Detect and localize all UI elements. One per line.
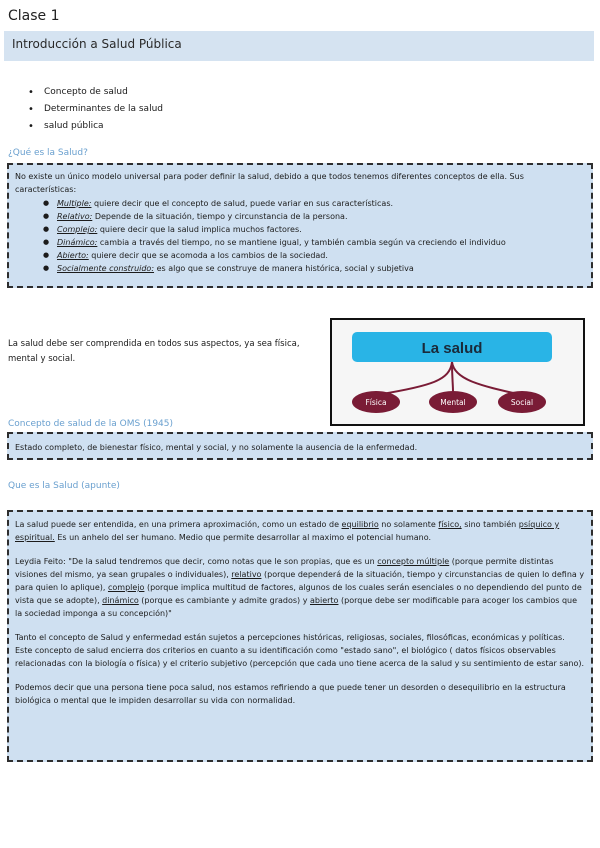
text-run: La salud puede ser entendida, en una primera aproximación, como un estado de xyxy=(15,520,342,529)
text-run: (porque es cambiante y admite grados) y xyxy=(138,596,310,605)
text-run: Leydia Feito: "De la salud tendremos que decir, como notas que le son propias, que es un xyxy=(15,557,378,566)
list-item xyxy=(57,249,585,262)
underlined-term: dinámico xyxy=(102,596,139,605)
underlined-term: abierto xyxy=(310,596,339,605)
diagram-label-social: Social xyxy=(510,398,534,407)
diagram-link-social xyxy=(452,362,522,395)
term-desc: Depende de la situación, tiempo y circunstancia de la persona. xyxy=(92,212,348,221)
text-run: (porque dependerá de la situación, tiempo y circunstancias de quien lo defina y para quien lo aplique), xyxy=(15,570,585,592)
text-run: sino también xyxy=(461,520,519,529)
text-run: Es un anhelo del ser humano. Medio que permite desarrollar al maximo el potencial humano. xyxy=(54,533,432,542)
list-item xyxy=(57,262,585,275)
term: Complejo: xyxy=(57,225,98,234)
oms-definition-text: Estado completo, de bienestar físico, mental y social, y no solamente la ausencia de la enfermedad. xyxy=(15,443,418,452)
term: Dinámico: xyxy=(57,238,98,247)
characteristics-list xyxy=(15,197,585,275)
diagram-link-fisica xyxy=(376,362,452,395)
list-item: • Determinantes de la salud xyxy=(28,101,163,118)
term: Multiple: xyxy=(57,199,92,208)
banner-title: Introducción a Salud Pública xyxy=(12,37,182,51)
term-desc: quiere decir que se acomoda a los cambios de la sociedad. xyxy=(88,251,328,260)
diagram-label-mental: Mental xyxy=(440,398,466,407)
topic-list xyxy=(28,84,163,135)
apunte-paragraph-3a: Tanto el concepto de Salud y enfermedad están sujetos a percepciones históricas, religiosas, sociales, filosóficas, económicas y políticas. xyxy=(15,633,565,642)
term: Abierto: xyxy=(57,251,89,260)
section-heading-apunte: Que es la Salud (apunte) xyxy=(8,481,120,491)
text-run: no solamente xyxy=(378,520,439,529)
diagram-label-fisica: Física xyxy=(365,398,387,407)
class-banner xyxy=(4,31,594,61)
term-desc: es algo que se construye de manera histórica, social y subjetiva xyxy=(154,264,414,273)
oms-definition-box xyxy=(7,432,593,460)
term-desc: cambia a través del tiempo, no se mantiene igual, y también cambia según va creciendo el individuo xyxy=(97,238,506,247)
list-item xyxy=(57,210,585,223)
term: Relativo: xyxy=(57,212,93,221)
text-run: (porque permite distintas visiones del mismo, ya sean grupales o individuales), xyxy=(15,557,554,579)
list-item: • salud pública xyxy=(28,118,163,135)
term-desc: quiere decir que el concepto de salud, puede variar en sus características. xyxy=(91,199,394,208)
list-item xyxy=(57,236,585,249)
underlined-term: concepto múltiple xyxy=(377,557,450,566)
underlined-term: equilibrio xyxy=(341,520,379,529)
apunte-paragraph-2 xyxy=(15,555,585,620)
health-diagram xyxy=(330,318,585,426)
list-item xyxy=(57,223,585,236)
diagram-title: La salud xyxy=(421,340,483,357)
apunte-paragraph-3b: Este concepto de salud encierra dos criterios en cuanto a su identificación como "estado sano", el biológico ( datos físicos observables relacionadas con la biología o física) y el criterio subjetivo (percepción que cada uno tiene acerca de la salud y su sentimiento de estar sano). xyxy=(15,646,585,668)
underlined-term: psíquico y espiritual. xyxy=(15,520,560,542)
document-title: Clase 1 xyxy=(8,8,60,24)
section-heading-oms: Concepto de salud de la OMS (1945) xyxy=(8,419,174,429)
health-diagram-svg xyxy=(332,320,583,424)
section-heading-que-es-salud: ¿Qué es la Salud? xyxy=(8,148,88,158)
underlined-term: complejo xyxy=(107,583,145,592)
underlined-term: físico, xyxy=(438,520,462,529)
comprehensive-health-text: La salud debe ser comprendida en todos sus aspectos, ya sea física, mental y social. xyxy=(8,339,300,364)
characteristics-box xyxy=(7,163,593,288)
text-run: (porque implica multitud de factores, algunos de los cuales serán esenciales o no dependiendo del punto de vista que se adopte), xyxy=(15,583,582,605)
apunte-paragraph-4: Podemos decir que una persona tiene poca salud, nos estamos refiriendo a que puede tener un desorden o desequilibrio en la estructura biológica o mental que le impiden desarrollar su vida con normalidad. xyxy=(15,683,566,705)
list-item: • Concepto de salud xyxy=(28,84,163,101)
apunte-paragraph-1 xyxy=(15,518,585,544)
term: Socialmente construido: xyxy=(57,264,155,273)
apunte-box xyxy=(7,510,593,762)
list-item xyxy=(57,197,585,210)
characteristics-intro: No existe un único modelo universal para poder definir la salud, debido a que todos tenemos diferentes conceptos de ella. Sus características: xyxy=(15,172,524,194)
underlined-term: relativo xyxy=(231,570,262,579)
text-run: (porque debe ser modificable para acoger los cambios que la sociedad imponga a su concepción)" xyxy=(15,596,578,618)
term-desc: quiere decir que la salud implica muchos factores. xyxy=(97,225,302,234)
